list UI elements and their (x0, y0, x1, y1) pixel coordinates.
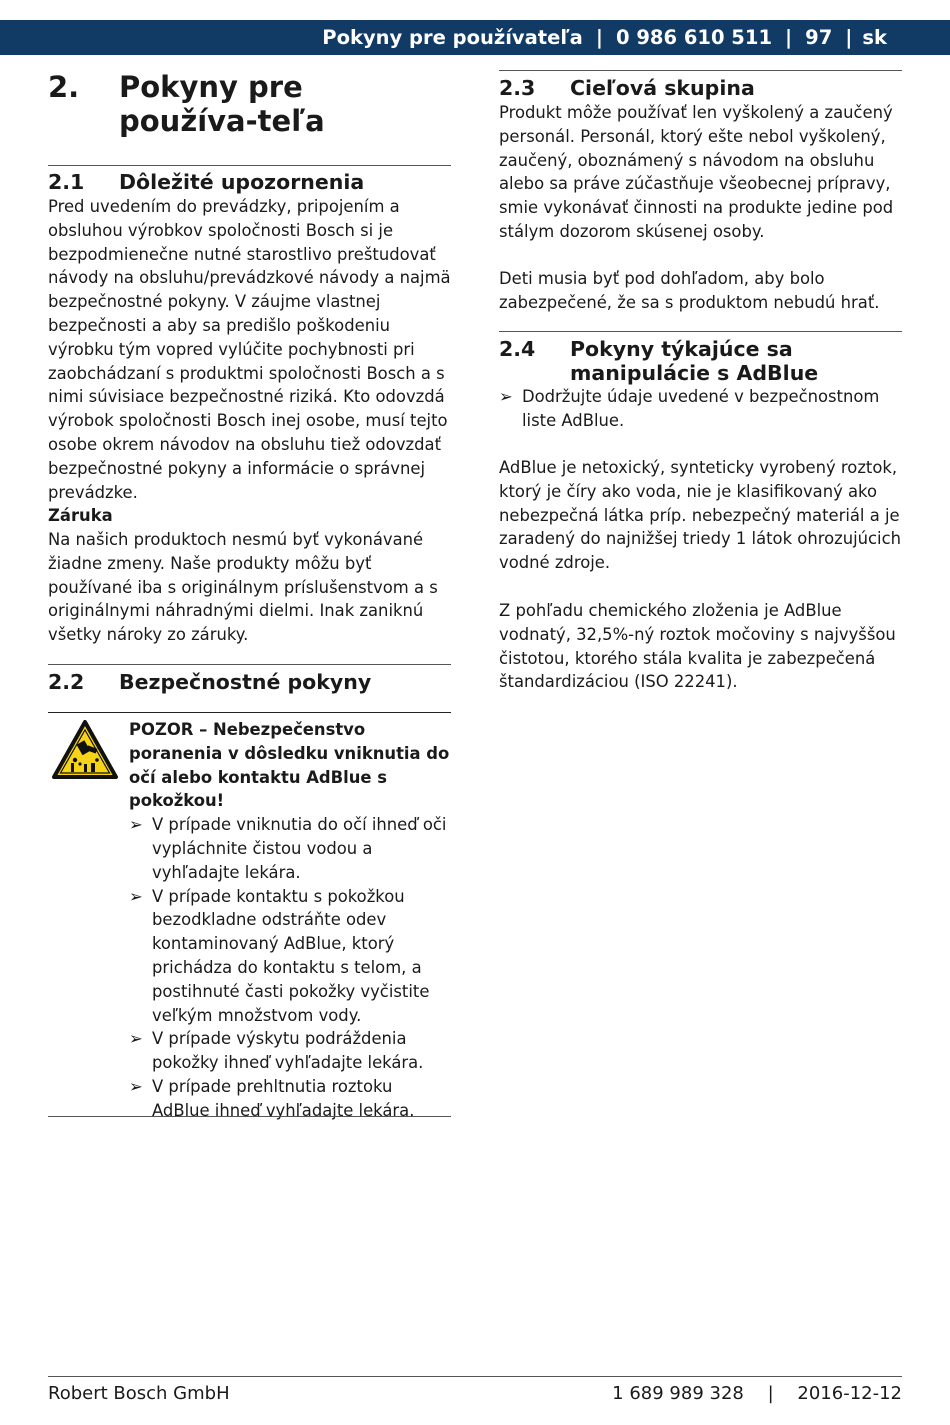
section-heading-2-1 (48, 170, 451, 194)
section-divider (48, 664, 451, 665)
header-separator: | (785, 25, 793, 49)
header-language: sk (862, 25, 887, 49)
bullet-arrow-icon: ➢ (499, 387, 513, 406)
footer-doc-number: 1 689 989 328 (612, 1383, 744, 1404)
section-number: 2.2 (48, 670, 85, 694)
section-title: Pokyny týkajúce sa manipulácie s AdBlue (570, 337, 819, 385)
footer-company: Robert Bosch GmbH (48, 1383, 230, 1404)
chapter-title: Pokyny pre používa-teľa (119, 70, 325, 138)
section-divider (499, 331, 902, 332)
section-number: 2.1 (48, 170, 85, 194)
header-page-number: 97 (805, 25, 833, 49)
section-number: 2.4 (499, 337, 536, 361)
list-item-text: V prípade výskytu podráždenia pokožky ihneď vyhľadajte lekára. (152, 1029, 424, 1073)
important-notes-paragraph: Pred uvedením do prevádzky, pripojením a obsluhou výrobkov spoločnosti Bosch si je bezpodmienečne nutné starostlivo preštudovať návody na obsluhu/prevádzkové návody a najmä bezpečnostné pokyny. V záujme vlastnej bezpečnosti a aby sa predišlo poškodeniu výrobku tým vopred vylúčite pochybnosti pri zaobchádzaní s produktmi spoločnosti Bosch a s nimi súvisiace bezpečnostné riziká. Kto odovzdá výrobok spoločnosti Bosch inej osobe, musí tejto osobe okrem návodov na obsluhu tiež odovzdať bezpečnostné pokyny a informácie o správnej prevádzke. (48, 197, 451, 502)
bullet-arrow-icon: ➢ (129, 1029, 143, 1049)
bullet-arrow-icon: ➢ (129, 886, 143, 906)
target-group-paragraph: Produkt môže používať len vyškolený a zaučený personál. Personál, ktorý ešte nebol vyškolený, zaučený, oboznámený s návodom na obsluhu alebo sa práve zúčastňuje všeobecnej prípravy, smie vykonávať činnosti na produkte jedine pod stálym dozorom skúsenej osoby. (499, 103, 894, 241)
section-divider (499, 70, 902, 71)
bullet-arrow-icon: ➢ (129, 815, 143, 835)
section-title: Dôležité upozornenia (119, 170, 365, 194)
list-item (499, 385, 902, 433)
section-heading-2-2 (48, 670, 451, 694)
section-number: 2.3 (499, 76, 536, 100)
bullet-arrow-icon: ➢ (129, 1076, 143, 1096)
section-title: Bezpečnostné pokyny (119, 670, 372, 694)
footer-rule (48, 1376, 902, 1377)
section-title: Cieľová skupina (570, 76, 755, 100)
warranty-paragraph: Na našich produktoch nesmú byť vykonávané žiadne zmeny. Naše produkty môžu byť používané iba s originálnym príslušenstvom a s originálnymi náhradnými dielmi. Inak zaniknú všetky nároky zo záruky. (48, 530, 438, 645)
chapter-heading (48, 70, 451, 140)
warranty-heading: Záruka (48, 506, 113, 525)
list-item-text: Dodržujte údaje uvedené v bezpečnostnom liste AdBlue. (522, 387, 880, 430)
list-item (129, 1027, 451, 1075)
warning-triangle-eye-injury-icon (51, 719, 119, 781)
chapter-number: 2. (48, 70, 80, 104)
list-item-text: V prípade vniknutia do očí ihneď oči vypláchnite čistou vodou a vyhľadajte lekára. (152, 815, 447, 882)
warning-title: POZOR – Nebezpečenstvo poranenia v dôsledku vniknutia do očí alebo kontaktu AdBlue s pokožkou! (129, 720, 450, 811)
footer-separator: | (767, 1383, 774, 1404)
children-supervision-paragraph: Deti musia byť pod dohľadom, aby bolo zabezpečené, že sa s produktom nebudú hrať. (499, 269, 880, 312)
list-item-text: V prípade kontaktu s pokožkou bezodkladne odstráňte odev kontaminovaný AdBlue, ktorý prichádza do kontaktu s telom, a postihnuté časti pokožky vyčistite veľkým množstvom vody. (152, 886, 430, 1025)
footer-right (612, 1383, 902, 1405)
footer-date: 2016-12-12 (797, 1383, 902, 1404)
list-item (129, 885, 451, 1028)
header-title: Pokyny pre používateľa (322, 25, 583, 49)
warning-block (129, 718, 451, 1123)
section-heading-2-3 (499, 76, 902, 100)
right-column (499, 0, 902, 692)
header-doc-number: 0 986 610 511 (615, 25, 773, 49)
warning-box-top-rule (48, 712, 451, 713)
list-item (129, 813, 451, 884)
section-divider (48, 165, 451, 166)
adblue-composition-paragraph: Z pohľadu chemického zloženia je AdBlue vodnatý, 32,5%-ný roztok močoviny s najvyššou čistotou, ktorého stála kvalita je zabezpečená štandardizáciou (ISO 22241). (499, 601, 896, 692)
adblue-description-paragraph: AdBlue je netoxický, synteticky vyrobený roztok, ktorý je číry ako voda, nie je klasifikovaný ako nebezpečná látka príp. nebezpečný materiál a je zaradený do najnižšej triedy 1 látok ohrozujúcich vodné zdroje. (499, 458, 902, 573)
header-separator: | (845, 25, 853, 49)
warning-box-bottom-rule (48, 1116, 451, 1117)
header-separator: | (595, 25, 603, 49)
list-item-text: V prípade prehltnutia roztoku AdBlue ihneď vyhľadajte lekára. (152, 1076, 415, 1120)
section-heading-2-4 (499, 337, 902, 385)
